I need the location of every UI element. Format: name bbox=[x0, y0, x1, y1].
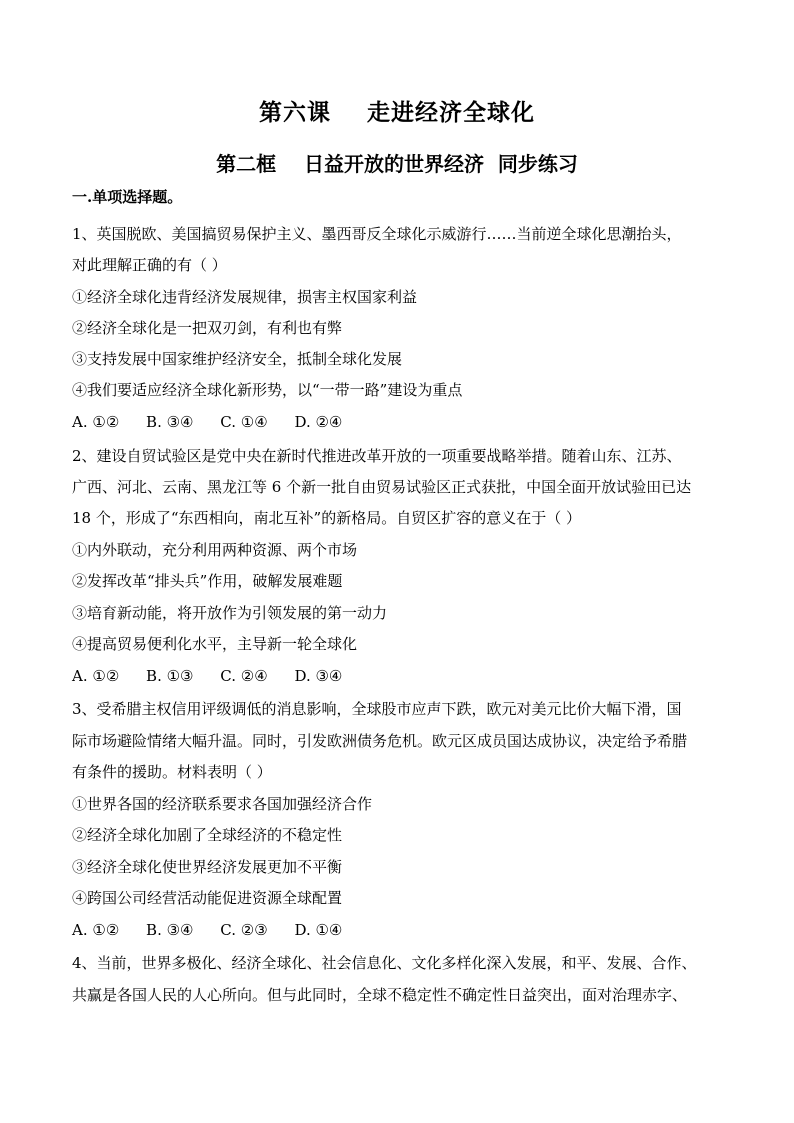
question-1-options bbox=[72, 412, 364, 432]
question-2-item-3: ③培育新动能，将开放作为引领发展的第一动力 bbox=[72, 604, 388, 622]
question-3-line-3: 有条件的援助。材料表明（ ） bbox=[72, 763, 272, 781]
question-1-item-1: ①经济全球化违背经济发展规律，损害主权国家利益 bbox=[72, 288, 418, 306]
option-c: C. ①④ bbox=[220, 413, 268, 431]
question-3-line-1: 3、受希腊主权信用评级调低的消息影响，全球股市应声下跌，欧元对美元比价大幅下滑，国 bbox=[72, 700, 682, 718]
option-a: A. ①② bbox=[72, 667, 120, 685]
option-b: B. ③④ bbox=[146, 921, 194, 939]
question-4-line-2: 共赢是各国人民的人心所向。但与此同时，全球不稳定性不确定性日益突出，面对治理赤字、 bbox=[72, 986, 688, 1004]
question-1-item-2: ②经济全球化是一把双刃剑，有利也有弊 bbox=[72, 319, 343, 337]
page-title: 第六课 走进经济全球化 bbox=[258, 99, 536, 126]
question-2-options bbox=[72, 666, 364, 686]
page-subtitle: 第二框 日益开放的世界经济 同步练习 bbox=[216, 152, 578, 176]
question-3-line-2: 际市场避险情绪大幅升温。同时，引发欧洲债务危机。欧元区成员国达成协议，决定给予希腊 bbox=[72, 732, 688, 750]
option-d: D. ①④ bbox=[294, 921, 343, 939]
option-b: B. ③④ bbox=[146, 413, 194, 431]
question-2-item-2: ②发挥改革“排头兵”作用，破解发展难题 bbox=[72, 572, 343, 590]
question-1-item-4: ④我们要适应经济全球化新形势，以“一带一路”建设为重点 bbox=[72, 381, 463, 399]
question-1-line-1: 1、英国脱欧、美国搞贸易保护主义、墨西哥反全球化示威游行……当前逆全球化思潮抬头， bbox=[72, 225, 682, 243]
question-4-line-1: 4、当前，世界多极化、经济全球化、社会信息化、文化多样化深入发展，和平、发展、合作、 bbox=[72, 954, 697, 972]
option-c: C. ②④ bbox=[220, 667, 268, 685]
option-d: D. ②④ bbox=[294, 413, 343, 431]
question-3-options bbox=[72, 920, 364, 940]
option-b: B. ①③ bbox=[146, 667, 194, 685]
question-1-item-3: ③支持发展中国家维护经济安全，抵制全球化发展 bbox=[72, 350, 403, 368]
option-d: D. ③④ bbox=[294, 667, 343, 685]
option-a: A. ①② bbox=[72, 413, 120, 431]
option-c: C. ②③ bbox=[220, 921, 268, 939]
question-2-item-4: ④提高贸易便利化水平，主导新一轮全球化 bbox=[72, 635, 358, 653]
question-2-line-1: 2、建设自贸试验区是党中央在新时代推进改革开放的一项重要战略举措。随着山东、江苏、 bbox=[72, 447, 682, 465]
question-2-line-2: 广西、河北、云南、黑龙江等 6 个新一批自由贸易试验区正式获批，中国全面开放试验田已达 bbox=[72, 478, 692, 496]
section-heading: 一.单项选择题。 bbox=[72, 188, 183, 206]
question-3-item-3: ③经济全球化使世界经济发展更加不平衡 bbox=[72, 858, 343, 876]
question-2-item-1: ①内外联动，充分利用两种资源、两个市场 bbox=[72, 541, 358, 559]
question-3-item-2: ②经济全球化加剧了全球经济的不稳定性 bbox=[72, 826, 343, 844]
option-a: A. ①② bbox=[72, 921, 120, 939]
question-1-line-2: 对此理解正确的有（ ） bbox=[72, 256, 227, 274]
question-3-item-1: ①世界各国的经济联系要求各国加强经济合作 bbox=[72, 795, 373, 813]
question-3-item-4: ④跨国公司经营活动能促进资源全球配置 bbox=[72, 889, 343, 907]
question-2-line-3: 18 个，形成了“东西相向，南北互补”的新格局。自贸区扩容的意义在于（ ） bbox=[72, 509, 581, 527]
